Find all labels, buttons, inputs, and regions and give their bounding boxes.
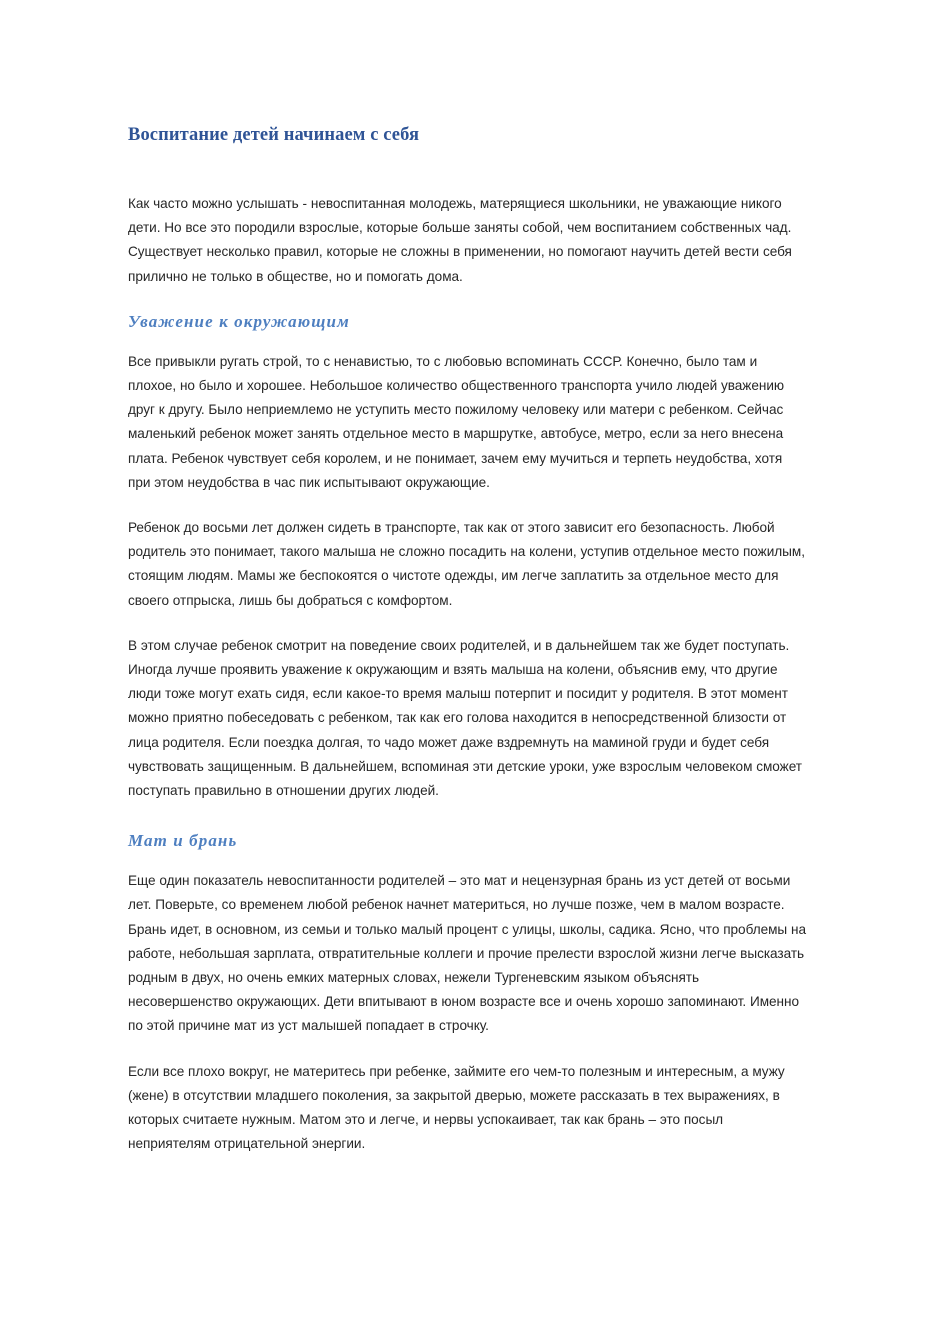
paragraph-respect-2: Ребенок до восьми лет должен сидеть в транспорте, так как от этого зависит его безопасность. Любой родитель это понимает, такого малыша не сложно посадить на колени, уступив отдельное место пожилым, стоящим людям. Мамы же беспокоятся о чистоте одежды, им легче заплатить за отдельное место для своего отпрыска, лишь бы добраться с комфортом. bbox=[128, 520, 805, 608]
paragraph-respect-3: В этом случае ребенок смотрит на поведение своих родителей, и в дальнейшем так же будет поступать. Иногда лучше проявить уважение к окружающим и взять малыша на колени, объяснив ему, что другие люди тоже могут ехать сидя, если какое-то время малыш потерпит и посидит у родителя. В этот момент можно приятно побеседовать с ребенком, так как его голова находится в непосредственной близости от лица родителя. Если поездка долгая, то чадо может даже вздремнуть на маминой груди и будет себя чувствовать защищенным. В дальнейшем, вспоминая эти детские уроки, уже взрослым человеком сможет поступать правильно в отношении других людей. bbox=[128, 637, 802, 799]
document-content bbox=[128, 122, 806, 1157]
section-heading-profanity: Мат и брань bbox=[128, 831, 238, 851]
section-profanity bbox=[128, 829, 806, 1156]
page-title: Воспитание детей начинаем с себя bbox=[128, 125, 420, 145]
intro-paragraph: Как часто можно услышать - невоспитанная молодежь, матерящиеся школьники, не уважающие никого дети. Но все это породили взрослые, которые больше заняты собой, чем воспитанием собственных чад. Существует несколько правил, которые не сложны в применении, но помогают научить детей вести себя прилично не только в обществе, но и помогать дома. bbox=[128, 196, 792, 284]
section-respect bbox=[128, 310, 806, 803]
paragraph-profanity-2: Если все плохо вокруг, не материтесь при ребенке, займите его чем-то полезным и интересным, а мужу (жене) в отсутствии младшего поколения, за закрытой дверью, можете рассказать в тех выражениях, в которых считаете нужным. Матом это и легче, и нервы успокаивает, так как брань – это посыл неприятелям отрицательной энергии. bbox=[128, 1063, 785, 1152]
paragraph-profanity-1: Еще один показатель невоспитанности родителей – это мат и нецензурная брань из уст детей от восьми лет. Поверьте, со временем любой ребенок начнет материться, но лучше позже, чем в малом возрасте. Брань идет, в основном, из семьи и только малый процент с улицы, школы, садика. Ясно, что проблемы на работе, небольшая зарплата, отвратительные коллеги и прочие прелести взрослой жизни легче высказать родным в двух, но очень емких матерных словах, нежели Тургеневским языком объяснять несовершенство окружающих. Дети впитывают в юном возрасте все и очень хорошо запоминают. Именно по этой причине мат из уст малышей попадает в строчку. bbox=[128, 873, 806, 1034]
section-heading-respect: Уважение к окружающим bbox=[128, 311, 350, 331]
paragraph-respect-1: Все привыкли ругать строй, то с ненавистью, то с любовью вспоминать СССР. Конечно, было там и плохое, но было и хорошее. Небольшое количество общественного транспорта учило людей уважению друг к другу. Было неприемлемо не уступить место пожилому человеку или матери с ребенком. Сейчас маленький ребенок может занять отдельное место в маршрутке, автобусе, метро, если за него внесена плата. Ребенок чувствует себя королем, и не понимает, зачем ему мучиться и терпеть неудобства, хотя при этом неудобства в час пик испытывают окружающие. bbox=[128, 353, 785, 490]
